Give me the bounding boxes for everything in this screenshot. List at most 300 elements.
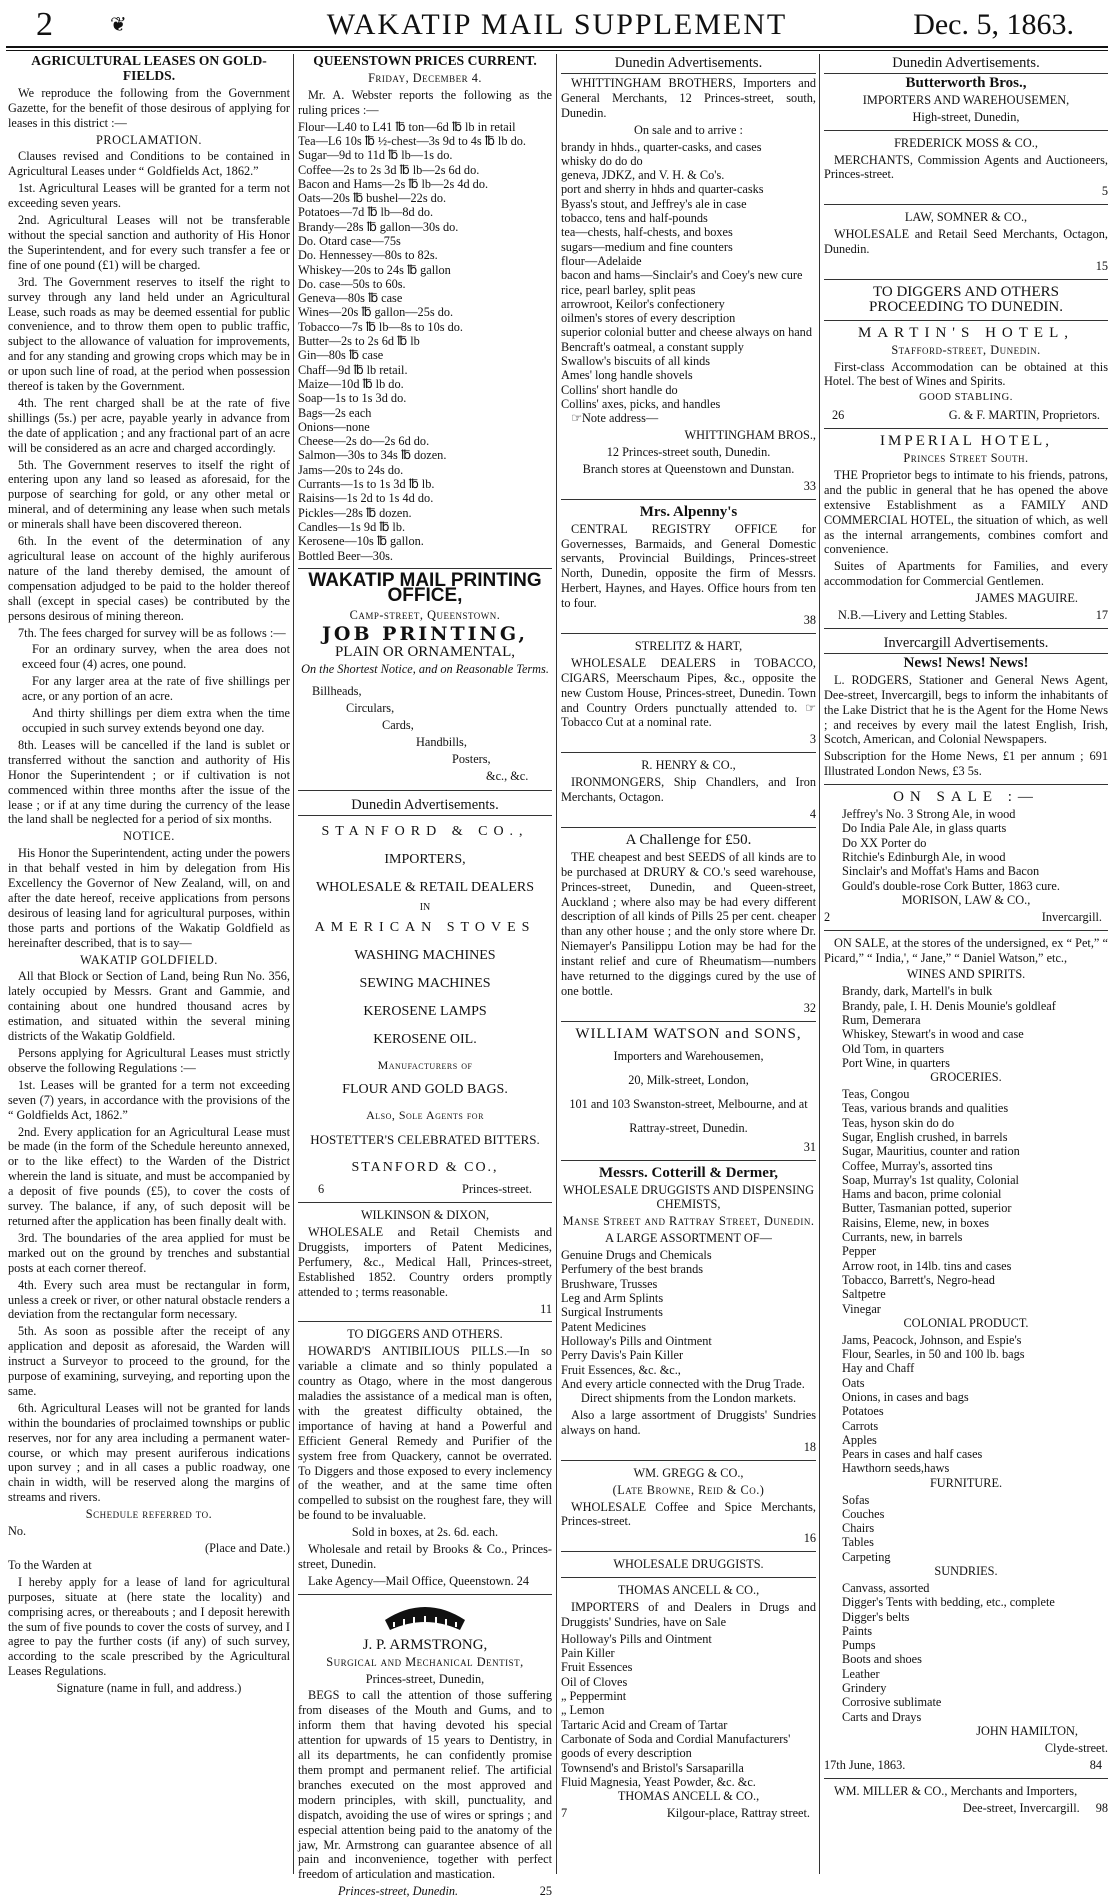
column-divider: [819, 54, 820, 1874]
list-item: Digger's Tents with bedding, etc., complete: [842, 1595, 1055, 1610]
ad-footer: [824, 910, 1108, 925]
fee-list: [8, 642, 290, 735]
ad-text: THE Proprietor begs to intimate to his friends, patrons, and the public in general that he has opened the above extensive Establishment as a FAMILY AND COMMERCIAL HOTEL, the situation of which, as well as the internal arrangements, combines comfort and convenience.: [824, 467, 1108, 557]
ad-footer: [298, 1182, 552, 1197]
price-item: Kerosene—10s ℔ gallon.: [298, 534, 424, 549]
ad-number: 33: [803, 478, 816, 493]
list-item: Pain Killer: [561, 1646, 615, 1661]
ad-number: 84: [1089, 1757, 1102, 1772]
ad-name: R. HENRY & CO.,: [641, 758, 736, 773]
list-item: Carts and Drays: [842, 1709, 922, 1724]
form-number: No.: [8, 1524, 27, 1539]
list-item: „ Lemon: [561, 1703, 605, 1718]
column-agricultural-leases: [8, 54, 290, 1874]
paragraph: Clauses revised and Conditions to be contained in Agricultural Leases under “ Goldfields Act, 1862.”: [8, 149, 290, 179]
fee-item: And thirty shillings per diem extra when the time occupied in such survey extends beyond one day.: [22, 706, 290, 735]
clause: 5th. The Government reserves to itself the right of entering upon any land so leased as aforesaid, for the purpose of searching for gold, or any other metal or mineral, and of determining any lease when such metals or minerals shall have been discovered thereon.: [8, 457, 290, 532]
ad-proprietor: G. & F. MARTIN, Proprietors.: [948, 408, 1100, 423]
list-item: Saltpetre: [842, 1287, 886, 1302]
list-item: bacon and hams—Sinclair's and Coey's new cure: [561, 268, 803, 283]
ad-text: HOWARD'S ANTIBILIOUS PILLS.—In so variable a climate and so thinly populated a country as Otago, where in the most dangerous maladies the assistance of a medical man is often, with the greatest difficulty obtained, the importance of having at hand a Powerful and Efficient General Remedy and Purifier of the system free from Quackery, cannot be overrated. To Diggers and those exposed to every inclemency of the weather, and at the same time often compelled to subsist on the roughest fare, they will be found to be invaluable.: [298, 1344, 552, 1523]
list-item: Perfumery of the best brands: [561, 1262, 704, 1277]
column-prices-and-ads: [298, 53, 552, 1899]
section-heading: PROCLAMATION.: [96, 132, 202, 147]
list-item: Boots and shoes: [842, 1652, 922, 1667]
list-item: Butter, Tasmanian potted, superior: [842, 1201, 1012, 1216]
print-item: Cards,: [382, 718, 414, 733]
print-item: &c., &c.: [486, 769, 529, 784]
list-item: Rum, Demerara: [842, 1012, 921, 1027]
ad-number: 98: [1095, 1800, 1108, 1815]
list-item: Fruit Essences: [561, 1660, 633, 1675]
price-item: Wines—20s ℔ gallon—25s do.: [298, 305, 454, 320]
form-addressee: To the Warden at: [8, 1557, 92, 1572]
ad-line: N.B.—Livery and Letting Stables.: [838, 608, 1008, 623]
ad-text: WM. MILLER & CO., Merchants and Importers,: [834, 1783, 1078, 1798]
ad-date: 17th June, 1863.: [824, 1757, 906, 1772]
list-item: brandy in hhds., quarter-casks, and cases: [561, 139, 762, 154]
list-item: Old Tom, in quarters: [842, 1041, 945, 1056]
list-item: Sofas: [842, 1492, 870, 1507]
rule: [824, 279, 1108, 280]
list-item: Apples: [842, 1432, 877, 1447]
ad-number: 7: [561, 1806, 568, 1821]
ad-line: SEWING MACHINES: [359, 976, 491, 992]
list-item: Jeffrey's No. 3 Strong Ale, in wood: [842, 807, 1016, 822]
article-headline: QUEENSTOWN PRICES CURRENT.: [313, 53, 537, 68]
ad-address: High-street, Dunedin,: [912, 109, 1020, 124]
ad-name: News! News! News!: [903, 654, 1029, 671]
price-item: Coffee—2s to 2s 3d ℔ lb—2s 6d do.: [298, 162, 480, 177]
clause: 2nd. Agricultural Leases will not be transferable without the special sanction and authority of His Honor the Superintendent, and for every such transfer a fee or fine of one pound (£1) will be charged.: [8, 213, 290, 272]
ad-name: WILKINSON & DIXON,: [360, 1208, 490, 1223]
ad-line: GOOD STABLING.: [919, 392, 1013, 404]
section-heading: Schedule referred to.: [85, 1507, 213, 1522]
price-item: Do. Otard case—75s: [298, 234, 401, 248]
ad-line: Rattray-street, Dunedin.: [629, 1120, 748, 1135]
fee-item: For an ordinary survey, when the area does not exceed four (4) acres, one pound.: [22, 642, 290, 672]
list-item: Ritchie's Edinburgh Ale, in wood: [842, 849, 1006, 864]
ad-line: Direct shipments from the London markets.: [580, 1391, 797, 1406]
ad-text: WHOLESALE Coffee and Spice Merchants, Princes-street.: [561, 1499, 816, 1529]
ad-number: 11: [540, 1301, 552, 1316]
category-heading: WINES AND SPIRITS.: [906, 967, 1026, 982]
list-item: Digger's belts: [842, 1609, 910, 1624]
ad-text: WHOLESALE and Retail Seed Merchants, Octagon, Dunedin.: [824, 227, 1108, 257]
list-item: Carrots: [842, 1418, 879, 1433]
rule: [824, 784, 1108, 785]
price-item: Flour—L40 to L41 ℔ ton—6d ℔ lb in retail: [298, 119, 516, 134]
ad-name: MORISON, LAW & CO.,: [901, 892, 1031, 907]
price-item: Onions—none: [298, 419, 370, 434]
print-items: [312, 683, 552, 785]
list-item: rice, pearl barley, split peas: [561, 282, 696, 297]
list-item: Teas, various brands and qualities: [842, 1101, 1009, 1116]
list-item: Hams and bacon, prime colonial: [842, 1187, 1002, 1202]
rule: [561, 1021, 816, 1022]
list-item: Brushware, Trusses: [561, 1276, 658, 1291]
category-heading: COLONIAL PRODUCT.: [903, 1315, 1029, 1330]
list-item: Couches: [842, 1506, 885, 1521]
article-date: Friday, December 4.: [368, 70, 482, 85]
ad-number: 32: [803, 1000, 816, 1015]
plain-ornamental: PLAIN OR ORNAMENTAL,: [334, 644, 516, 661]
list-item: Brandy, dark, Martell's in bulk: [842, 984, 993, 999]
masthead-rule: [6, 46, 1108, 51]
regulation: 3rd. The boundaries of the area applied for must be marked out on the ground by trenches and substantial posts at each corner thereof.: [8, 1230, 290, 1275]
price-item: Do. Hennessey—80s to 82s.: [298, 248, 438, 263]
list-item: Port Wine, in quarters: [842, 1055, 950, 1070]
list-item: tobacco, tens and half-pounds: [561, 211, 708, 226]
goods-list: [824, 807, 1108, 893]
list-item: And every article connected with the Drug Trade.: [561, 1376, 805, 1391]
ad-line: Princes-street, Dunedin,: [365, 1671, 485, 1686]
ad-address: Clyde-street.: [1044, 1740, 1108, 1755]
rule: [561, 1160, 816, 1161]
rule: [298, 1202, 552, 1203]
ad-line: A LARGE ASSORTMENT OF—: [605, 1231, 772, 1246]
form-text: I hereby apply for a lease of land for agricultural purposes, situate at (here state the locality) and comprising acres, or thereabouts ; and I deposit herewith the sum of five pounds to cover the costs of survey, and I agree to pay the further costs (if any) of such survey, according to the scale prescribed by the Agricultural Leases Regulations.: [8, 1574, 290, 1679]
ad-line: HOSTETTER'S CELEBRATED BITTERS.: [310, 1132, 540, 1148]
list-item: Townsend's and Bristol's Sarsaparilla: [561, 1760, 744, 1775]
ad-name: STANFORD & CO.,: [351, 1160, 499, 1176]
rule: [824, 628, 1108, 629]
ad-line: KEROSENE OIL.: [373, 1032, 477, 1048]
print-item: Posters,: [452, 752, 491, 767]
ad-name: FREDERICK MOSS & CO.,: [894, 135, 1038, 150]
ad-footer: [824, 1758, 1108, 1773]
list-item: Flour, Searles, in 50 and 100 lb. bags: [842, 1347, 1025, 1362]
clause: 1st. Agricultural Leases will be granted for a term not exceeding seven years.: [8, 181, 290, 211]
rule: [824, 930, 1108, 931]
ad-line: Also a large assortment of Druggists' Sundries always on hand.: [561, 1408, 816, 1437]
page-number: 2: [36, 6, 53, 43]
price-item: Sugar—9d to 11d ℔ lb—1s do.: [298, 148, 453, 163]
price-item: Gin—80s ℔ case: [298, 348, 384, 363]
list-item: Tobacco, Barrett's, Negro-head: [842, 1272, 995, 1287]
rule: [298, 1321, 552, 1322]
ad-line: ☞Note address—: [571, 411, 659, 426]
column-divider: [293, 54, 294, 1874]
list-item: Onions, in cases and bags: [842, 1389, 969, 1404]
list-item: Teas, hyson skin do do: [842, 1115, 955, 1130]
list-item: „ Peppermint: [561, 1689, 627, 1704]
goods-list: [561, 140, 816, 412]
ad-name: Butterworth Bros.,: [905, 74, 1027, 91]
list-item: Oats: [842, 1375, 865, 1390]
fleuron-icon: ❦: [110, 14, 127, 36]
ad-line: IMPORTERS,: [384, 852, 466, 868]
ad-number: 15: [1095, 258, 1108, 273]
ad-line: On sale and to arrive :: [634, 122, 743, 137]
rule: [561, 499, 816, 500]
ad-footer: [561, 1806, 816, 1821]
price-item: Bottled Beer—30s.: [298, 548, 393, 563]
list-item: Tables: [842, 1535, 874, 1550]
price-item: Tea—L6 10s ℔ ½-chest—3s 9d to 4s ℔ lb do.: [298, 133, 526, 148]
ad-address: Dee-street, Invercargill.: [962, 1800, 1080, 1815]
ad-line: KEROSENE LAMPS: [363, 1004, 487, 1020]
article-headline: AGRICULTURAL LEASES ON GOLD-FIELDS.: [31, 53, 267, 83]
list-item: Sugar, English crushed, in barrels: [842, 1129, 1008, 1144]
ad-footer: [298, 1884, 552, 1899]
ad-number: 3: [809, 732, 816, 747]
list-item: sugars—medium and fine counters: [561, 239, 733, 254]
goods-list: [824, 984, 1108, 1070]
list-item: Chairs: [842, 1521, 875, 1536]
goods-list: [824, 1333, 1108, 1476]
goods-list: [824, 1087, 1108, 1316]
masthead: [0, 0, 1114, 48]
list-item: Ames' long handle shovels: [561, 368, 693, 383]
price-list: [298, 120, 552, 563]
list-item: Jams, Peacock, Johnson, and Espie's: [842, 1332, 1022, 1347]
rule: [824, 204, 1108, 205]
clause: 8th. Leases will be cancelled if the land is sublet or transferred without the sanction and authority of His Honor the Superintendent ; or if cultivation is not commenced within three months after the issue of the lease ; or if at any time during the currency of the lease the land shall be neglected for a period of six months.: [8, 737, 290, 827]
paragraph: His Honor the Superintendent, acting under the powers in that behalf vested in him by delegation from His Excellency the Governor of New Zealand, will, on and after the date hereof, receive applications from persons desirous of leasing land for agricultural purposes, within those parts and portions of the Wakatip Goldfield as hereinafter described, that is to say—: [8, 846, 290, 950]
list-item: Oil of Cloves: [561, 1674, 628, 1689]
ad-address: Princes Street South.: [903, 451, 1029, 466]
list-item: oilmen's stores of every description: [561, 311, 736, 326]
print-item: Billheads,: [312, 684, 362, 699]
ad-line: Also, Sole Agents for: [366, 1108, 484, 1123]
section-heading: NOTICE.: [123, 829, 175, 844]
ad-address: Princes-street.: [462, 1182, 532, 1197]
ad-number: 17: [1095, 608, 1108, 623]
issue-date: Dec. 5, 1863.: [913, 8, 1074, 41]
column-dunedin-ads: [561, 54, 816, 1874]
ad-name: J. P. ARMSTRONG,: [362, 1636, 488, 1653]
ad-line: WHOLESALE & RETAIL DEALERS: [315, 880, 535, 896]
ad-number: 6: [318, 1182, 325, 1197]
rule: [561, 752, 816, 753]
list-item: Perry Davis's Pain Killer: [561, 1348, 684, 1363]
rule: [824, 428, 1108, 429]
list-item: Genuine Drugs and Chemicals: [561, 1248, 712, 1263]
printing-terms: On the Shortest Notice, and on Reasonable Terms.: [301, 662, 549, 677]
ad-footer: [824, 408, 1108, 423]
ad-line: Importers and Warehousemen,: [613, 1048, 764, 1063]
paragraph: Persons applying for Agricultural Leases must strictly observe the following Regulations :—: [8, 1046, 290, 1075]
ad-number: 31: [803, 1139, 816, 1154]
section-heading: Dunedin Advertisements.: [824, 54, 1108, 74]
clause-list: [8, 181, 290, 640]
list-item: Paints: [842, 1623, 873, 1638]
fee-item: For any larger area at the rate of five shillings per acre, or any portion of an acre.: [22, 674, 290, 704]
category-heading: SUNDRIES.: [934, 1564, 998, 1579]
list-item: Do India Pale Ale, in glass quarts: [842, 821, 1007, 836]
ad-text: Suites of Apartments for Families, and every accommodation for Commercial Gentlemen.: [824, 559, 1108, 589]
ad-name: Messrs. Cotterill & Dermer,: [599, 1164, 778, 1181]
ad-name: WILLIAM WATSON and SONS,: [575, 1025, 802, 1042]
ad-text: MERCHANTS, Commission Agents and Auctioneers, Princes-street.: [824, 152, 1108, 182]
list-item: Pears in cases and half cases: [842, 1447, 983, 1462]
price-item: Cheese—2s do—2s 6d do.: [298, 434, 430, 449]
ad-text: WHITTINGHAM BROTHERS, Importers and General Merchants, 12 Princes-street, south, Dunedin.: [561, 75, 816, 120]
ad-footer: [824, 749, 1108, 779]
list-item: Byass's stout, and Jeffrey's ale in case: [561, 196, 747, 211]
ad-address: Kilgour-place, Rattray street.: [666, 1806, 810, 1821]
article-intro: We reproduce the following from the Government Gazette, for the benefit of those desirous of applying for leases in this district :—: [8, 85, 290, 130]
rule: [561, 827, 816, 828]
ad-line: AMERICAN STOVES: [314, 920, 536, 936]
ad-name: Mrs. Alpenny's: [639, 503, 738, 520]
ad-number: 38: [803, 613, 816, 628]
list-item: Tartaric Acid and Cream of Tartar: [561, 1717, 728, 1732]
ad-text: L. RODGERS, Stationer and General News Agent, Dee-street, Invercargill, begs to inform the inhabitants of the Lake District that he is the Agent for the Home News ; and receives by every mail the latest English, Irish, Scotch, American, and Colonial Newspapers.: [824, 672, 1108, 747]
list-item: Raisins, Eleme, new, in boxes: [842, 1215, 990, 1230]
ad-number: 18: [803, 1439, 816, 1454]
rule: [824, 1778, 1108, 1779]
section-heading: Dunedin Advertisements.: [561, 54, 816, 74]
list-item: Vinegar: [842, 1301, 881, 1316]
list-item: Leather: [842, 1666, 880, 1681]
ad-text: ON SALE, at the stores of the undersigned, ex “ Pet,” “ Picard,” “ India,', “ Jane,” “ Daniel Watson,” etc.,: [824, 935, 1108, 965]
ad-name: MARTIN'S HOTEL,: [858, 324, 1074, 341]
list-item: Coffee, Murray's, assorted tins: [842, 1158, 993, 1173]
clause: 6th. In the event of the determination of any agricultural lease on account of the highly auriferous nature of the land thereby demised, the amount of compensation adjudged to be paid to the holder thereof shall (except in special cases) be contributed by the persons desirous of mining thereon.: [8, 534, 290, 623]
ad-number: 4: [809, 807, 816, 822]
ad-number: 26: [832, 408, 845, 423]
section-heading: Invercargill Advertisements.: [824, 634, 1108, 654]
ad-line: 101 and 103 Swanston-street, Melbourne, and at: [569, 1096, 808, 1111]
ad-line: FLOUR AND GOLD BAGS.: [342, 1082, 508, 1098]
price-item: Potatoes—7d ℔ lb—8d do.: [298, 205, 434, 220]
stanford-ad: [298, 818, 552, 1182]
ad-text: BEGS to call the attention of those suffering from diseases of the Mouth and Gums, and to inform them that having devoted his special attention for upwards of 15 years to Dentistry, in all its departments, he can confidently promise them prompt and permanent relief. The artificial branches executed on the most approved and modern principles, with skill, punctuality, and dispatch, avoiding the use of wires or springs ; and especial attention being paid to the anatomy of the jaw, Mr. Armstrong can guarantee absence of all pain and inconvenience, together with perfect freedom of articulation and mastication.: [298, 1688, 552, 1882]
ad-text: THE cheapest and best SEEDS of all kinds are to be purchased at DRURY & CO.'s seed warehouse, Princes-street, Dunedin, and Queen-street, Auckland ; where also may be had every different description of all kinds of Pills 25 per cent. cheaper than any other house ; and the only store where Dr. Niemayer's Pansilippu Lotion may be had for the instant relief and cure of Rheumatism—numbers have returned to the diggings cured by the use of one bottle.: [561, 849, 816, 998]
ad-text: Lake Agency—Mail Office, Queenstown. 24: [308, 1573, 530, 1588]
price-item: Jams—20s to 24s do.: [298, 462, 404, 477]
ad-footer: [824, 608, 1108, 623]
ad-lines: [561, 1044, 816, 1140]
ad-name: WHOLESALE DRUGGISTS.: [613, 1557, 764, 1572]
price-item: Oats—20s ℔ bushel—22s do.: [298, 191, 447, 206]
list-item: Collins' axes, picks, and handles: [561, 396, 721, 411]
list-item: Swallow's biscuits of all kinds: [561, 353, 711, 368]
form-signature: Signature (name in full, and address.): [56, 1681, 242, 1696]
list-item: port and sherry in hhds and quarter-casks: [561, 182, 764, 197]
ad-address: Manse Street and Rattray Street, Dunedin.: [562, 1214, 815, 1229]
paragraph: Mr. A. Webster reports the following as the ruling prices :—: [298, 87, 552, 117]
column-dunedin-invercargill-ads: [824, 54, 1108, 1874]
price-item: Maize—10d ℔ lb do.: [298, 376, 404, 391]
regulation-list: [8, 1078, 290, 1505]
list-item: Whiskey, Stewart's in wood and case: [842, 1027, 1024, 1042]
list-item: Brandy, pale, I. H. Denis Mounie's goldleaf: [842, 998, 1056, 1013]
ad-line: Branch stores at Queenstown and Dunstan.: [582, 461, 795, 476]
ad-text: Sold in boxes, at 2s. 6d. each.: [351, 1525, 499, 1540]
ad-line: 20, Milk-street, London,: [628, 1072, 749, 1087]
list-item: Soap, Murray's 1st quality, Colonial: [842, 1172, 1019, 1187]
ad-text: Wholesale and retail by Brooks & Co., Princes-street, Dunedin.: [298, 1542, 552, 1572]
rule: [298, 790, 552, 791]
price-item: Bags—2s each: [298, 405, 372, 420]
list-item: Sinclair's and Moffat's Hams and Bacon: [842, 864, 1040, 879]
ad-name: WM. GREGG & CO.,: [633, 1465, 744, 1480]
ad-text: IMPORTERS AND WAREHOUSEMEN,: [862, 92, 1070, 107]
ad-number: 691: [1089, 749, 1108, 764]
goods-list: [824, 1581, 1108, 1724]
list-item: Sugar, Mauritius, counter and ration: [842, 1144, 1020, 1159]
rule: [561, 1551, 816, 1552]
ad-line: WASHING MACHINES: [354, 948, 496, 964]
section-heading: Dunedin Advertisements.: [298, 796, 552, 816]
price-item: Tobacco—7s ℔ lb—8s to 10s do.: [298, 319, 463, 334]
list-item: Grindery: [842, 1681, 887, 1696]
price-item: Bacon and Hams—2s ℔ lb—2s 4d do.: [298, 176, 489, 191]
list-item: Arrow root, in 14lb. tins and cases: [842, 1258, 1012, 1273]
list-item: Carpeting: [842, 1549, 891, 1564]
goods-list: [561, 1632, 816, 1789]
list-item: Gould's double-rose Cork Butter, 1863 cure.: [842, 878, 1060, 893]
clause: 4th. The rent charged shall be at the rate of five shillings (5s.) per acre, payable yearly in advance from the date of application ; and any fractional part of an acre will be considered as an acre and charged accordingly.: [8, 395, 290, 455]
list-item: Fluid Magnesia, Yeast Powder, &c. &c.: [561, 1774, 756, 1789]
list-item: Currants, new, in barrels: [842, 1230, 963, 1245]
list-item: tea—chests, half-chests, and boxes: [561, 225, 733, 240]
ad-name: ON SALE :—: [893, 789, 1039, 806]
list-item: arrowroot, Keilor's confectionery: [561, 296, 725, 311]
rule: [824, 130, 1108, 131]
clause: 3rd. The Government reserves to itself the right to survey through any land held under an Agricultural Lease, such roads as may be deemed essential for public convenience, and to throw them open to public traffic, subject to the allowance of valuation for improvements, and for any standing and growing crops which may be in or upon such line of road, at the period when possession thereof is taken by the Government.: [8, 274, 290, 394]
list-item: flour—Adelaide: [561, 253, 642, 268]
ad-name: IMPERIAL HOTEL,: [880, 433, 1052, 450]
regulation: 4th. Every such area must be rectangular in form, unless a creek or river, or other natural obstacle renders a deviation from the rectangular form necessary.: [8, 1277, 290, 1322]
list-item: Leg and Arm Splints: [561, 1291, 664, 1306]
list-item: Pepper: [842, 1244, 877, 1259]
regulation: 2nd. Every application for an Agricultural Lease must be made (in the form of the Schedule hereunto annexed, or to the like effect) to the Warden of the District wherein the land is situate, and must be accompanied by a deposit of five pounds (£5), to cover the costs of survey. The balance, if any, of such deposit will be returned after the application has been finally dealt with.: [8, 1124, 290, 1228]
rule: [561, 1577, 816, 1578]
regulation: 1st. Leases will be granted for a term not exceeding seven (7) years, in accordance with the provisions of the “ Goldfields Act, 1862.”: [8, 1077, 290, 1122]
list-item: whisky do do do: [561, 153, 643, 168]
price-item: Geneva—80s ℔ case: [298, 291, 403, 306]
ad-name: JOHN HAMILTON,: [976, 1723, 1078, 1738]
list-item: Holloway's Pills and Ointment: [561, 1333, 712, 1348]
price-item: Salmon—30s to 34s ℔ dozen.: [298, 448, 447, 463]
list-item: Patent Medicines: [561, 1319, 647, 1334]
ad-proprietor: JAMES MAGUIRE.: [975, 591, 1078, 606]
price-item: Pickles—28s ℔ dozen.: [298, 505, 412, 520]
ad-number: 2: [824, 909, 831, 924]
ad-line: Subscription for the Home News, £1 per annum ; Illustrated London News, £3 5s.: [824, 749, 1084, 779]
list-item: Do XX Porter do: [842, 835, 927, 850]
ad-number: 25: [539, 1884, 552, 1899]
price-item: Raisins—1s 2d to 1s 4d do.: [298, 491, 434, 506]
denture-illustration-icon: [298, 1600, 552, 1638]
list-item: Canvass, assorted: [842, 1580, 930, 1595]
goods-list: [561, 1248, 816, 1391]
rule: [561, 1460, 816, 1461]
category-heading: FURNITURE.: [929, 1475, 1003, 1490]
column-divider: [556, 54, 557, 1874]
regulation: 6th. Agricultural Leases will not be granted for lands within the boundaries of proclaimed townships or public reserves, nor for any area including a permanent water-course, or which may present auriferous indications upon survey ; and in all cases a public roadway, one chain in width, will be reserved along the margins of streams and rivers.: [8, 1400, 290, 1505]
price-item: Do. case—50s to 60s.: [298, 276, 406, 291]
print-item: Handbills,: [416, 735, 467, 750]
rule: [298, 1594, 552, 1595]
ad-address: 12 Princes-street south, Dunedin.: [606, 444, 771, 459]
price-item: Currants—1s to 1s 3d ℔ lb.: [298, 477, 435, 492]
form-place-date: (Place and Date.): [204, 1541, 290, 1555]
ad-name: TO DIGGERS AND OTHERS PROCEEDING TO DUNEDIN.: [868, 283, 1064, 315]
list-item: superior colonial butter and cheese always on hand: [561, 325, 812, 340]
paper-title: WAKATIP MAIL SUPPLEMENT: [326, 8, 788, 41]
ad-name: WHITTINGHAM BROS.,: [684, 428, 816, 443]
goods-list: [824, 1493, 1108, 1564]
list-item: Potatoes: [842, 1404, 884, 1419]
price-item: Brandy—28s ℔ gallon—30s do.: [298, 219, 459, 234]
list-item: Collins' short handle do: [561, 382, 678, 397]
ad-text: CENTRAL REGISTRY OFFICE for Governesses, Barmaids, and General Domestic servants, Provincial Buildings, Princes-street North, Dunedin, opposite the firm of Messrs. Herbert, Haynes, and Hayes. Office hours from ten to four.: [561, 521, 816, 611]
